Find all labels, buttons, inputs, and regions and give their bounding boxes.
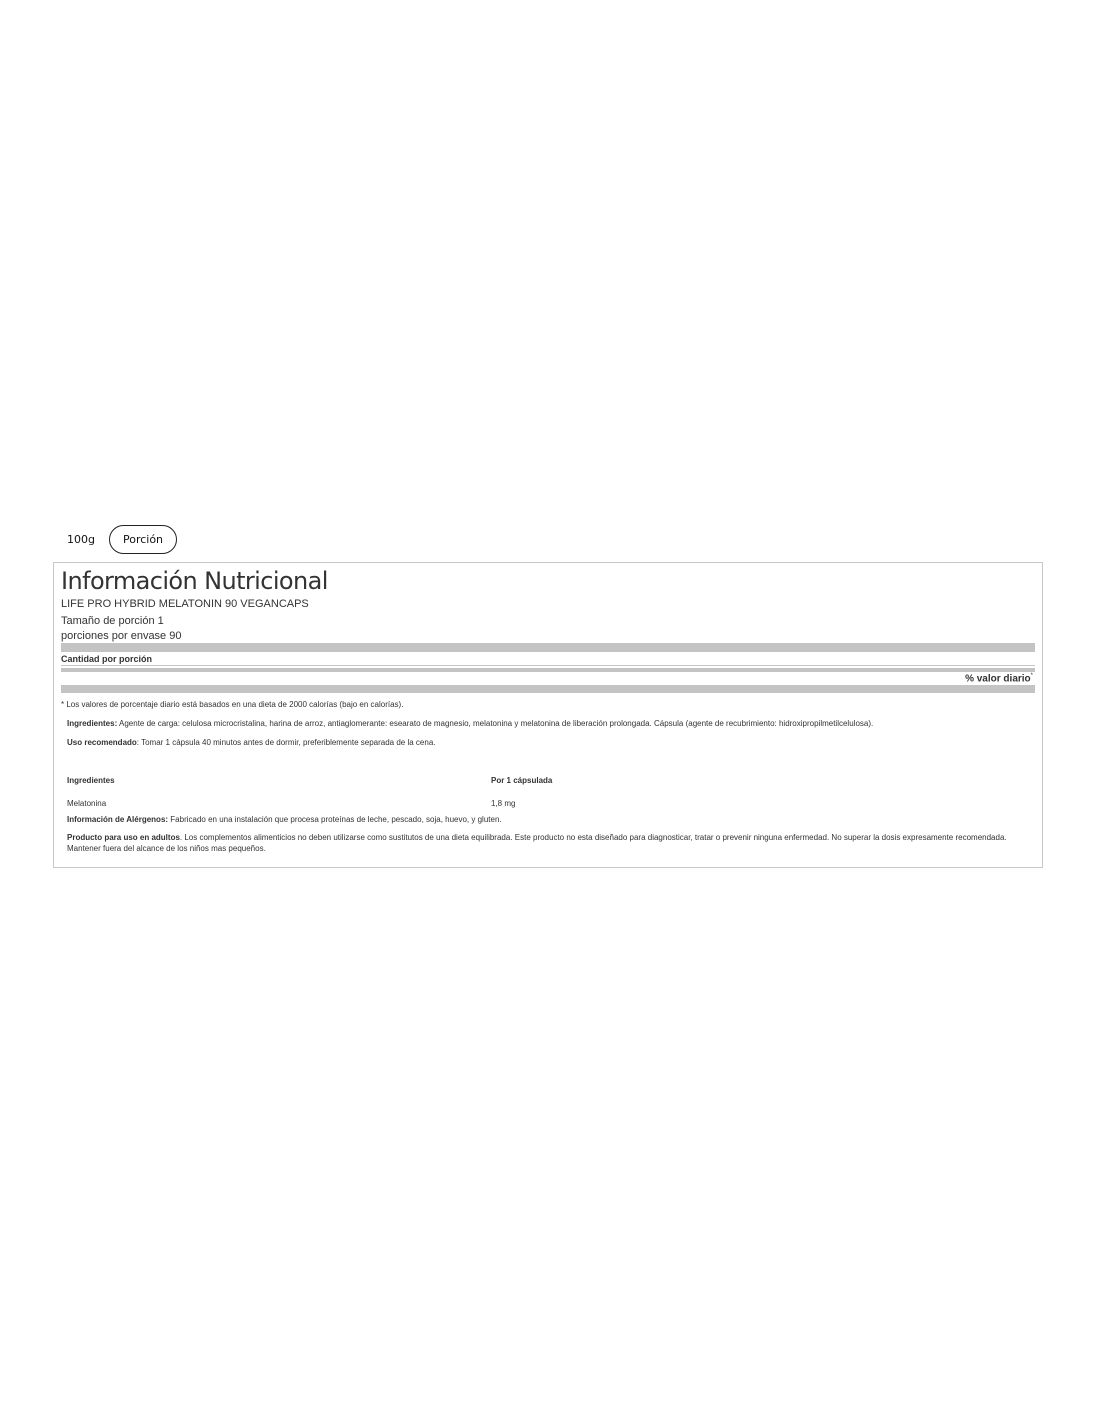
daily-value-header xyxy=(965,673,1033,684)
thin-divider xyxy=(61,665,1035,666)
ingredients-paragraph xyxy=(67,718,1015,729)
ingredients-text: Agente de carga: celulosa microcristalina, harina de arroz, antiaglomerante: esearato de magnesio, melatonina y melatonina de liberación prolongada. Cápsula (agente de recubrimiento: hidroxipropilmetilcelulosa). xyxy=(117,719,874,728)
adult-use-text: . Los complementos alimenticios no deben utilizarse como sustitutos de una dieta equilibrada. Este producto no esta diseñado para diagnosticar, tratar o prevenir ninguna enfermedad. No superar la dosis expresamente recomendada. Mantener fuera del alcance de los niños mas pequeños. xyxy=(67,833,1007,853)
table-header-ingredient: Ingredientes xyxy=(67,776,115,785)
thick-divider xyxy=(61,643,1035,652)
table-header-amount: Por 1 cápsulada xyxy=(491,776,553,785)
usage-label: Uso recomendado xyxy=(67,738,137,747)
table-row-amount: 1,8 mg xyxy=(491,799,516,808)
amount-per-serving-label: Cantidad por porción xyxy=(61,654,152,664)
per-portion-option[interactable]: Porción xyxy=(109,525,177,554)
serving-size: Tamaño de porción 1 xyxy=(61,615,164,627)
daily-value-footnote: * Los valores de porcentaje diario está basados en una dieta de 2000 calorías (bajo en calorías). xyxy=(61,700,404,709)
usage-paragraph xyxy=(67,737,1015,748)
daily-value-label: % valor diario xyxy=(965,673,1031,685)
per-100g-option[interactable]: 100g xyxy=(67,533,95,546)
thick-divider-bottom xyxy=(61,685,1035,693)
allergens-text: Fabricado en una instalación que procesa proteínas de leche, pescado, soja, huevo, y gluten. xyxy=(168,815,502,824)
medium-divider xyxy=(61,668,1035,672)
nutrition-facts-panel xyxy=(53,562,1043,868)
product-name: LIFE PRO HYBRID MELATONIN 90 VEGANCAPS xyxy=(61,598,309,610)
unit-toggle xyxy=(67,525,177,554)
servings-per-container: porciones por envase 90 xyxy=(61,630,182,642)
adult-use-label: Producto para uso en adultos xyxy=(67,833,180,842)
table-row-name: Melatonina xyxy=(67,799,107,808)
daily-value-footnote-mark: * xyxy=(1030,673,1033,679)
adult-use-paragraph xyxy=(67,832,1015,854)
nutrition-title: Información Nutricional xyxy=(61,567,328,595)
ingredients-label: Ingredientes: xyxy=(67,719,118,728)
usage-text: : Tomar 1 cápsula 40 minutos antes de dormir, preferiblemente separada de la cena. xyxy=(136,738,436,747)
allergens-paragraph xyxy=(67,814,1015,825)
allergens-label: Información de Alérgenos: xyxy=(67,815,169,824)
